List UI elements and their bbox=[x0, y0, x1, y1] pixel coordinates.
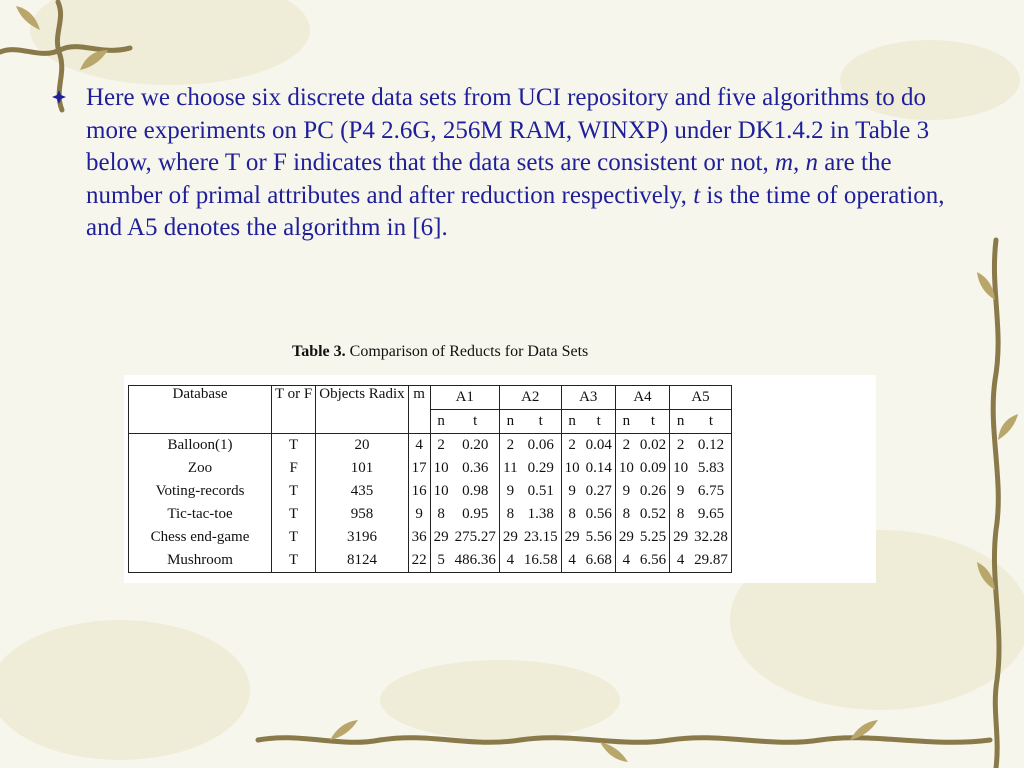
cell-n: 4 bbox=[499, 549, 521, 573]
cell-t: 0.29 bbox=[521, 457, 561, 480]
cell-database: Mushroom bbox=[129, 549, 272, 573]
subheader-n: n bbox=[561, 410, 583, 434]
header-t-or-f: T or F bbox=[272, 386, 316, 434]
cell-n: 29 bbox=[564, 529, 580, 545]
cell-t: 0.26 bbox=[637, 480, 670, 503]
subheader-n: n bbox=[499, 410, 521, 434]
cell-t: 0.98 bbox=[452, 480, 500, 503]
cell-n: 10 bbox=[433, 483, 449, 499]
cell-n: 4 bbox=[615, 549, 637, 573]
table-image bbox=[124, 375, 876, 583]
cell-m: 36 bbox=[408, 526, 430, 549]
cell-t: 32.28 bbox=[691, 526, 731, 549]
cell-m: 17 bbox=[408, 457, 430, 480]
cell-n: 8 bbox=[676, 506, 685, 522]
table-row bbox=[129, 503, 732, 526]
cell-t-or-f: T bbox=[272, 480, 316, 503]
cell-t: 9.65 bbox=[691, 503, 731, 526]
subheader-t: t bbox=[452, 410, 500, 434]
cell-t: 0.09 bbox=[637, 457, 670, 480]
cell-n: 2 bbox=[676, 437, 685, 453]
subheader-n: n bbox=[430, 410, 452, 434]
cell-t: 29.87 bbox=[691, 549, 731, 573]
header-a3: A3 bbox=[561, 386, 615, 410]
cell-t: 5.25 bbox=[637, 526, 670, 549]
table-row bbox=[129, 457, 732, 480]
cell-n: 29 bbox=[502, 529, 518, 545]
bullet-text-part: are the number of primal attributes and after reduction respectively, bbox=[86, 149, 892, 209]
cell-objects-radix: 958 bbox=[316, 503, 408, 526]
table-header-row bbox=[129, 386, 732, 410]
header-a5: A5 bbox=[670, 386, 732, 410]
bullet-block bbox=[52, 82, 952, 245]
cell-n: 10 bbox=[618, 460, 634, 476]
subheader-t: t bbox=[637, 410, 670, 434]
cell-n: 10 bbox=[673, 460, 689, 476]
cell-n: 2 bbox=[437, 437, 445, 453]
cell-t-or-f: T bbox=[272, 549, 316, 573]
cell-database: Balloon(1) bbox=[129, 434, 272, 458]
cell-n: 8 bbox=[568, 506, 576, 522]
cell-n: 8 bbox=[506, 506, 515, 522]
cell-t: 5.56 bbox=[583, 526, 616, 549]
cell-m: 9 bbox=[408, 503, 430, 526]
cell-n: 9 bbox=[568, 483, 576, 499]
cell-m: 16 bbox=[408, 480, 430, 503]
cell-n: 9 bbox=[506, 483, 515, 499]
table-caption-label: Table 3. bbox=[292, 343, 346, 360]
table-caption-text: Comparison of Reducts for Data Sets bbox=[345, 343, 589, 360]
cell-t: 0.36 bbox=[452, 457, 500, 480]
table-row bbox=[129, 480, 732, 503]
cell-n: 4 bbox=[670, 549, 692, 573]
cell-n: 8 bbox=[622, 506, 631, 522]
table-row bbox=[129, 526, 732, 549]
cell-n: 2 bbox=[568, 437, 576, 453]
cell-t: 0.06 bbox=[521, 434, 561, 458]
header-a1: A1 bbox=[430, 386, 499, 410]
cell-t: 0.56 bbox=[583, 503, 616, 526]
table-row bbox=[129, 549, 732, 573]
cell-t: 0.12 bbox=[691, 434, 731, 458]
cell-t-or-f: T bbox=[272, 503, 316, 526]
cell-t: 6.75 bbox=[691, 480, 731, 503]
cell-database: Tic-tac-toe bbox=[129, 503, 272, 526]
cell-n: 9 bbox=[676, 483, 685, 499]
cell-t: 0.51 bbox=[521, 480, 561, 503]
cell-t: 23.15 bbox=[521, 526, 561, 549]
cell-m: 22 bbox=[408, 549, 430, 573]
cell-m: 4 bbox=[408, 434, 430, 458]
cell-t: 1.38 bbox=[521, 503, 561, 526]
cell-n: 4 bbox=[561, 549, 583, 573]
cell-objects-radix: 20 bbox=[316, 434, 408, 458]
cell-n: 2 bbox=[622, 437, 631, 453]
cell-objects-radix: 3196 bbox=[316, 526, 408, 549]
cell-objects-radix: 101 bbox=[316, 457, 408, 480]
cell-t: 0.20 bbox=[452, 434, 500, 458]
subheader-n: n bbox=[615, 410, 637, 434]
bullet-text-part: Here we choose six discrete data sets from UCI repository and five algorithms to do more experiments on PC (P4 2.6G, 256M RAM, WINXP) under DK1.4.2 in Table 3 below, where T or F indicates that the data sets are consistent or not, bbox=[86, 84, 930, 176]
bullet-text-italic-t: t bbox=[693, 181, 701, 209]
cell-n: 5 bbox=[430, 549, 452, 573]
cell-n: 2 bbox=[506, 437, 515, 453]
diamond-bullet-icon bbox=[52, 90, 66, 104]
cell-t-or-f: T bbox=[272, 526, 316, 549]
header-a2: A2 bbox=[499, 386, 561, 410]
cell-t: 0.95 bbox=[452, 503, 500, 526]
subheader-t: t bbox=[521, 410, 561, 434]
cell-t: 0.02 bbox=[637, 434, 670, 458]
subheader-t: t bbox=[691, 410, 731, 434]
cell-database: Voting-records bbox=[129, 480, 272, 503]
cell-objects-radix: 8124 bbox=[316, 549, 408, 573]
cell-n: 8 bbox=[437, 506, 445, 522]
cell-t: 0.52 bbox=[637, 503, 670, 526]
cell-n: 9 bbox=[622, 483, 631, 499]
subheader-n: n bbox=[670, 410, 692, 434]
header-database: Database bbox=[129, 386, 272, 434]
cell-n: 11 bbox=[503, 460, 518, 476]
header-a4: A4 bbox=[615, 386, 669, 410]
cell-t-or-f: F bbox=[272, 457, 316, 480]
cell-t: 16.58 bbox=[521, 549, 561, 573]
cell-objects-radix: 435 bbox=[316, 480, 408, 503]
cell-n: 29 bbox=[618, 529, 634, 545]
table-row bbox=[129, 434, 732, 458]
subheader-t: t bbox=[583, 410, 616, 434]
cell-t: 0.27 bbox=[583, 480, 616, 503]
bullet-text-italic-mn: m, n bbox=[774, 149, 819, 176]
cell-t: 6.68 bbox=[583, 549, 616, 573]
cell-t: 5.83 bbox=[691, 457, 731, 480]
cell-t: 6.56 bbox=[637, 549, 670, 573]
cell-t: 275.27 bbox=[452, 526, 500, 549]
cell-database: Chess end-game bbox=[129, 526, 272, 549]
cell-n: 10 bbox=[433, 460, 449, 476]
bullet-text-part: is the time of operation, and A5 denotes the algorithm in [6]. bbox=[86, 181, 945, 241]
reducts-table bbox=[128, 385, 732, 573]
cell-t: 0.04 bbox=[583, 434, 616, 458]
cell-n: 29 bbox=[673, 529, 689, 545]
table-caption bbox=[292, 343, 588, 361]
bullet-text bbox=[86, 82, 952, 245]
cell-t: 486.36 bbox=[452, 549, 500, 573]
cell-t: 0.14 bbox=[583, 457, 616, 480]
header-objects-radix: Objects Radix bbox=[316, 386, 408, 434]
cell-n: 10 bbox=[564, 460, 580, 476]
cell-database: Zoo bbox=[129, 457, 272, 480]
header-m: m bbox=[408, 386, 430, 434]
cell-t-or-f: T bbox=[272, 434, 316, 458]
cell-n: 29 bbox=[433, 529, 449, 545]
